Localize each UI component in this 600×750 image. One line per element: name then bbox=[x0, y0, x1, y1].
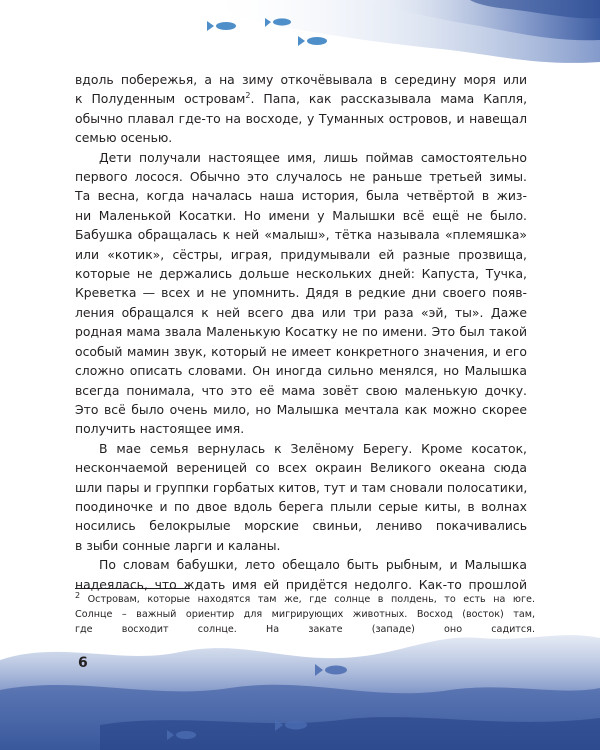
paragraph-3 bbox=[75, 439, 527, 555]
text-line: носились белокрылые морские свиньи, лениво покачивались bbox=[75, 518, 527, 534]
text-line: получить настоящее имя. bbox=[75, 421, 245, 437]
text-line: ни Маленькой Косатки. Но имени у Малышки всё ещё не было. bbox=[75, 207, 527, 223]
text-line: Бабушка обращалась к ней «малыш», тётка называла «племяшка» bbox=[75, 227, 527, 243]
text-line: всегда понимала, что это её мама зовёт свою маленькую дочку. bbox=[75, 382, 527, 398]
text-line: родная мама звала Маленькую Косатку не по имени. Это был такой bbox=[75, 324, 527, 340]
footnote-line: где восходит солнце. На закате (западе) оно садится. bbox=[75, 624, 535, 635]
text-line: к Полуденным островам$^2$. Папа, как рассказывала мама Капля, bbox=[75, 91, 528, 107]
text-line: особый мамин звук, который не имеет конкретного значения, и его bbox=[75, 343, 527, 359]
text-line: которые не держались дольше нескольких дней: Капуста, Тучка, bbox=[75, 266, 527, 282]
page-number: 6 bbox=[78, 655, 88, 671]
top-watercolor-wash bbox=[0, 0, 600, 80]
text-line: Та весна, когда началась наша история, была четвёртой в жиз- bbox=[75, 188, 527, 204]
text-line: шли пары и группки горбатых китов, тут и там сновали полосатики, bbox=[75, 479, 528, 495]
text-line: в зыби сонные ларги и каланы. bbox=[75, 537, 281, 553]
text-line: По словам бабушки, лето обещало быть рыбным, и Малышка bbox=[99, 557, 527, 573]
text-line: семью осенью. bbox=[75, 130, 173, 146]
text-line: надеялась, что ждать имя ей придётся недолго. Как-то прошлой bbox=[75, 576, 527, 592]
text-line: Креветка — всех и не упомнить. Дядя в редкие дни своего появ- bbox=[75, 285, 527, 301]
text-line: ления обращался к ней всего два или три раза «эй, ты». Даже bbox=[75, 304, 527, 320]
text-line: нескончаемой вереницей со всех окраин Великого океана сюда bbox=[75, 460, 527, 476]
paragraph-2 bbox=[75, 148, 527, 439]
footnote-number: 2 bbox=[75, 590, 81, 600]
main-text bbox=[75, 70, 527, 594]
paragraph-1 bbox=[75, 70, 527, 148]
footnote-divider bbox=[75, 588, 190, 589]
footnote-line: $^2$ Островам, которые находятся там же, где солнце в полдень, то есть на юге. bbox=[75, 590, 535, 605]
text-line: вдоль побережья, а на зиму откочёвывала в середину моря или bbox=[75, 72, 527, 87]
text-line: Это всё было очень мило, но Малышка мечтала как можно скорее bbox=[75, 401, 527, 417]
text-line: или «котик», сёстры, играя, придумывали ей разные прозвища, bbox=[75, 246, 527, 262]
text-line: Дети получали настоящее имя, лишь поймав самостоятельно bbox=[99, 149, 527, 165]
text-line: обычно плавал где-то на восходе, у Туманных островов, и навещал bbox=[75, 110, 527, 126]
text-line: поодиночке и по двое вдоль берега плыли серые киты, в волнах bbox=[75, 498, 527, 514]
footnote-line: Солнце – важный ориентир для мигрирующих животных. Восход (восток) там, bbox=[75, 609, 535, 620]
text-line: сложно описать словами. Он иногда сильно менялся, но Малышка bbox=[75, 363, 527, 379]
bottom-watercolor-wash bbox=[0, 630, 600, 750]
text-line: первого лосося. Обычно это случалось не раньше третьей зимы. bbox=[75, 169, 527, 185]
text-line: В мае семья вернулась к Зелёному Берегу. Кроме косаток, bbox=[99, 440, 527, 456]
footnote-marker[interactable]: 2 bbox=[245, 91, 251, 101]
